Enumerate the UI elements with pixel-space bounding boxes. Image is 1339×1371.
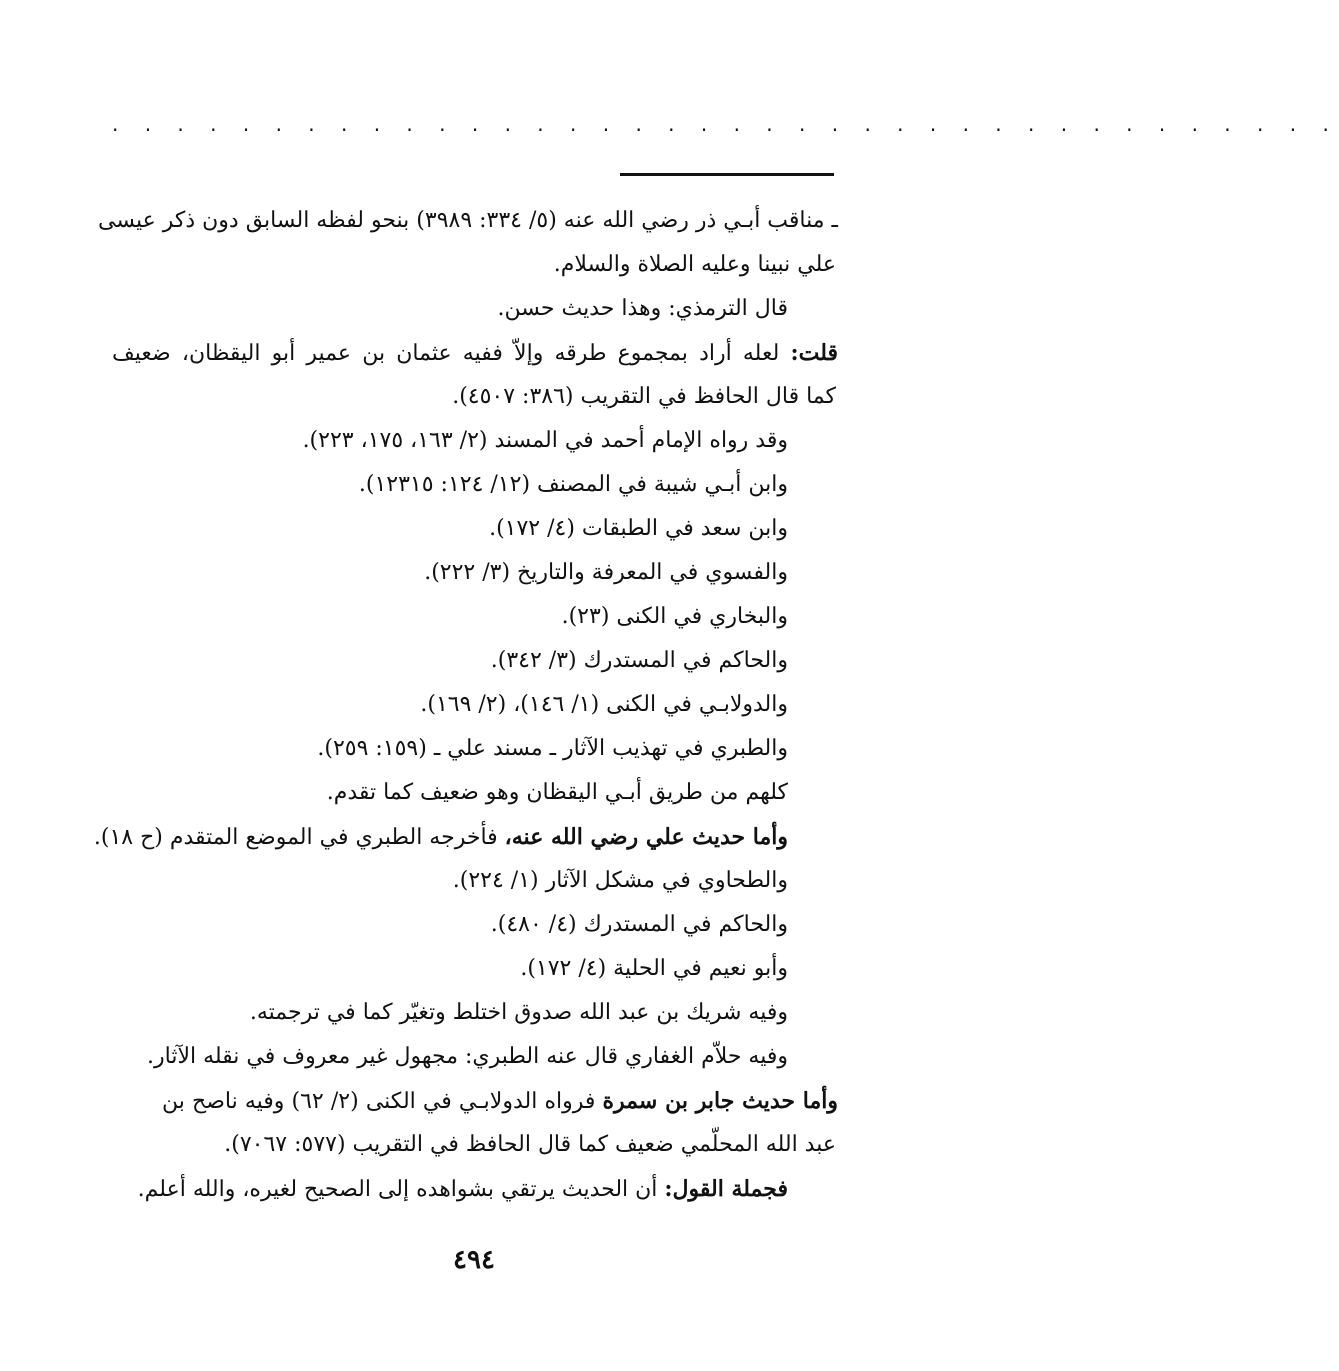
footnote-line-19: وفيه شريك بن عبد الله صدوق اختلط وتغيّر كما في ترجمته.	[249, 1000, 788, 1025]
footnote-line-6: وقد رواه الإمام أحمد في المسند (٢/ ١٦٣، ١٧٥، ٢٢٣).	[302, 428, 788, 453]
note-label: قلت:	[790, 340, 838, 366]
footnote-line-21	[162, 1086, 838, 1116]
footnote-line-13: والطبري في تهذيب الآثار ـ مسند علي ـ (١٥٩: ٢٥٩).	[317, 736, 788, 761]
conclusion-label: فجملة القول:	[664, 1176, 788, 1202]
footnote-line-14: كلهم من طريق أبـي اليقظان وهو ضعيف كما تقدم.	[326, 780, 788, 805]
footnote-line-12: والدولابـي في الكنى (١/ ١٤٦)، (٢/ ١٦٩).	[420, 692, 788, 717]
footnote-line-9: والفسوي في المعرفة والتاريخ (٣/ ٢٢٢).	[424, 560, 788, 585]
footnote-line-23	[112, 1174, 788, 1204]
footnote-line-16: والطحاوي في مشكل الآثار (١/ ٢٢٤).	[452, 868, 788, 893]
footnote-line-3: قال الترمذي: وهذا حديث حسن.	[497, 296, 788, 321]
page-number: ٤٩٤	[453, 1245, 495, 1275]
footnote-line-18: وأبو نعيم في الحلية (٤/ ١٧٢).	[520, 956, 788, 981]
footnote-line-8: وابن سعد في الطبقات (٤/ ١٧٢).	[489, 516, 788, 541]
footnote-line-22: عبد الله المحلّمي ضعيف كما قال الحافظ في التقريب (٥٧٧: ٧٠٦٧).	[224, 1132, 836, 1157]
hadith-ali-label: وأما حديث علي رضي الله عنه،	[504, 824, 788, 850]
footnote-line-4	[112, 338, 838, 368]
footnote-line-11: والحاكم في المستدرك (٣/ ٣٤٢).	[490, 648, 788, 673]
hadith-jabir-label: وأما حديث جابر بن سمرة	[602, 1088, 838, 1114]
conclusion-text: أن الحديث يرتقي بشواهده إلى الصحيح لغيره، والله أعلم.	[137, 1177, 665, 1202]
hadith-jabir-text: فرواه الدولابـي في الكنى (٢/ ٦٢) وفيه ناصح بن	[162, 1089, 603, 1114]
footnote-line-17: والحاكم في المستدرك (٤/ ٤٨٠).	[490, 912, 788, 937]
footnote-line-10: والبخاري في الكنى (٢٣).	[561, 604, 788, 629]
footnote-rule	[620, 173, 834, 176]
footnote-line-1: ـ مناقب أبـي ذر رضي الله عنه (٥/ ٣٣٤: ٣٩٨٩) بنحو لفظه السابق دون ذكر عيسى	[98, 208, 838, 233]
footnote-line-5: كما قال الحافظ في التقريب (٣٨٦: ٤٥٠٧).	[452, 384, 836, 409]
note-text: لعله أراد بمجموع طرقه وإلاّ ففيه عثمان بن عمير أبو اليقظان، ضعيف	[112, 341, 791, 366]
footnote-line-15	[93, 822, 788, 852]
hadith-ali-text: فأخرجه الطبري في الموضع المتقدم (ح ١٨).	[93, 825, 505, 850]
footnote-line-2: علي نبينا وعليه الصلاة والسلام.	[553, 252, 836, 277]
separator-dots: . . . . . . . . . . . . . . . . . . . . . . . . . . . . . . . . . . . . . .	[112, 112, 1339, 136]
footnote-line-7: وابن أبـي شيبة في المصنف (١٢/ ١٢٤: ١٢٣١٥).	[358, 472, 788, 497]
footnote-line-20: وفيه حلاّم الغفاري قال عنه الطبري: مجهول غير معروف في نقله الآثار.	[147, 1044, 788, 1069]
